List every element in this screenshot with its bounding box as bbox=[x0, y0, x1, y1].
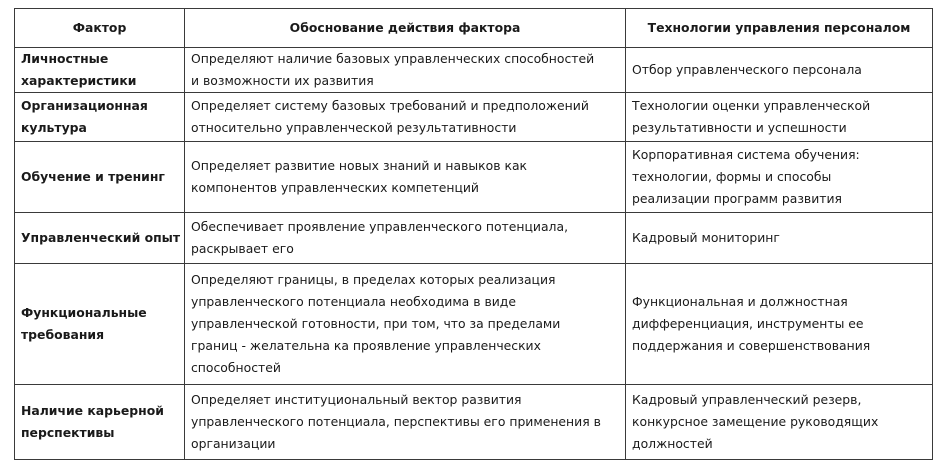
cell-text-line: Корпоративная система обучения: bbox=[632, 147, 860, 162]
cell-text-line: и возможности их развития bbox=[191, 73, 374, 88]
cell-text-line: способностей bbox=[191, 360, 281, 375]
header-factor: Фактор bbox=[15, 9, 185, 48]
technology-cell bbox=[626, 385, 933, 460]
cell-text-line: технологии, формы и способы bbox=[632, 169, 832, 184]
cell-text-line: конкурсное замещение руководящих bbox=[632, 414, 879, 429]
factor-cell bbox=[15, 93, 185, 142]
cell-text-line: управленческого потенциала необходима в виде bbox=[191, 294, 516, 309]
cell-text-line: Обучение и тренинг bbox=[21, 169, 165, 184]
cell-text-line: характеристики bbox=[21, 73, 137, 88]
factor-cell bbox=[15, 142, 185, 213]
cell-text-line: должностей bbox=[632, 436, 713, 451]
cell-text-line: Организационная bbox=[21, 98, 148, 113]
factor-cell bbox=[15, 264, 185, 385]
technology-cell bbox=[626, 93, 933, 142]
header-row bbox=[15, 9, 933, 48]
cell-text-line: Определяют наличие базовых управленческих способностей bbox=[191, 51, 595, 66]
cell-text-line: управленческой готовности, при том, что за пределами bbox=[191, 316, 561, 331]
cell-text-line: перспективы bbox=[21, 425, 115, 440]
table-row bbox=[15, 385, 933, 460]
technology-cell bbox=[626, 48, 933, 93]
cell-text-line: Определяют границы, в пределах которых реализация bbox=[191, 272, 556, 287]
header-technology: Технологии управления персоналом bbox=[626, 9, 933, 48]
justification-cell bbox=[185, 213, 626, 264]
factor-cell bbox=[15, 213, 185, 264]
cell-text-line: требования bbox=[21, 327, 105, 342]
cell-text-line: Наличие карьерной bbox=[21, 403, 164, 418]
cell-text-line: раскрывает его bbox=[191, 241, 294, 256]
table-row bbox=[15, 142, 933, 213]
cell-text-line: Обеспечивает проявление управленческого потенциала, bbox=[191, 219, 569, 234]
cell-text-line: относительно управленческой результативности bbox=[191, 120, 517, 135]
cell-text-line: организации bbox=[191, 436, 276, 451]
cell-text-line: компонентов управленческих компетенций bbox=[191, 180, 479, 195]
factors-table bbox=[14, 8, 933, 460]
technology-cell bbox=[626, 213, 933, 264]
cell-text-line: реализации программ развития bbox=[632, 191, 842, 206]
cell-text-line: Функциональные bbox=[21, 305, 147, 320]
justification-cell bbox=[185, 385, 626, 460]
justification-cell bbox=[185, 48, 626, 93]
cell-text-line: Кадровый управленческий резерв, bbox=[632, 392, 862, 407]
cell-text-line: Управленческий опыт bbox=[21, 230, 181, 245]
cell-text-line: Определяет развитие новых знаний и навыков как bbox=[191, 158, 528, 173]
table-row bbox=[15, 48, 933, 93]
cell-text-line: Определяет систему базовых требований и предположений bbox=[191, 98, 589, 113]
cell-text-line: Личностные bbox=[21, 51, 109, 66]
factor-cell bbox=[15, 385, 185, 460]
table-row bbox=[15, 213, 933, 264]
cell-text-line: Функциональная и должностная bbox=[632, 294, 848, 309]
cell-text-line: управленческого потенциала, перспективы его применения в bbox=[191, 414, 601, 429]
technology-cell bbox=[626, 142, 933, 213]
cell-text-line: Технологии оценки управленческой bbox=[632, 98, 871, 113]
cell-text-line: Кадровый мониторинг bbox=[632, 230, 780, 245]
justification-cell bbox=[185, 93, 626, 142]
cell-text-line: Отбор управленческого персонала bbox=[632, 62, 862, 77]
cell-text-line: дифференциация, инструменты ее bbox=[632, 316, 864, 331]
cell-text-line: границ - желательна ка проявление управленческих bbox=[191, 338, 541, 353]
cell-text-line: Определяет институциональный вектор развития bbox=[191, 392, 522, 407]
cell-text-line: результативности и успешности bbox=[632, 120, 847, 135]
cell-text-line: поддержания и совершенствования bbox=[632, 338, 871, 353]
cell-text-line: культура bbox=[21, 120, 87, 135]
table-row bbox=[15, 264, 933, 385]
header-justification: Обоснование действия фактора bbox=[185, 9, 626, 48]
factor-cell bbox=[15, 48, 185, 93]
justification-cell bbox=[185, 142, 626, 213]
technology-cell bbox=[626, 264, 933, 385]
table-row bbox=[15, 93, 933, 142]
justification-cell bbox=[185, 264, 626, 385]
